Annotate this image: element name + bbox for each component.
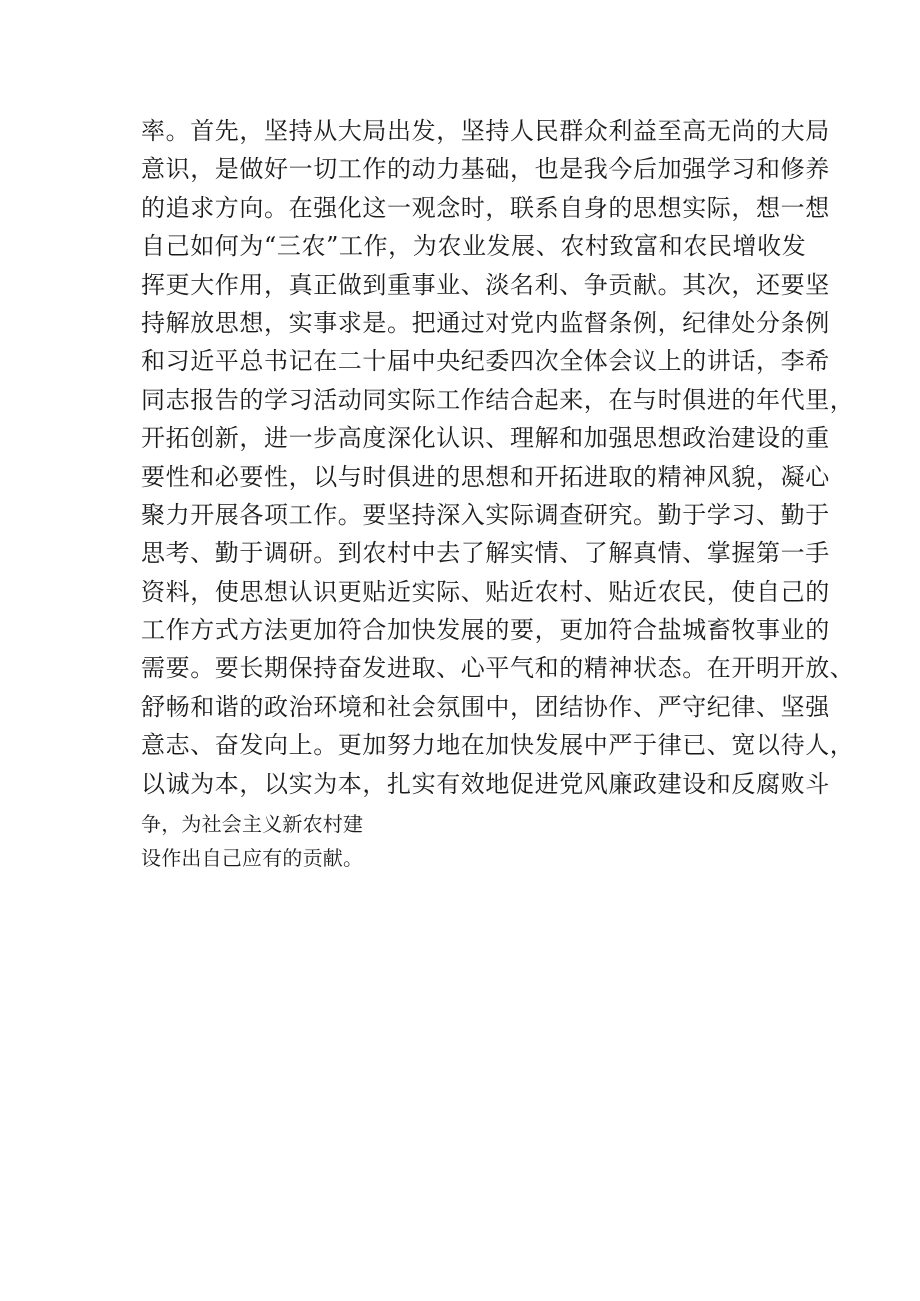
text-line-tail: 设作出自己应有的贡献。: [141, 846, 364, 871]
text-line: 以诚为本，以实为本，扎实有效地促进党风廉政建设和反腐败斗: [141, 769, 830, 798]
text-line: 思考、勤于调研。到农村中去了解实情、了解真情、掌握第一手: [141, 539, 830, 568]
text-line: 持解放思想，实事求是。把通过对党内监督条例，纪律处分条例: [141, 308, 830, 337]
text-line: 工作方式方法更加符合加快发展的要，更加符合盐城畜牧事业的: [141, 616, 830, 645]
text-line-tail: 争，为社会主义新农村建: [141, 812, 364, 837]
text-line: 自己如何为“三农”工作，为农业发展、农村致富和农民增收发: [141, 232, 807, 261]
text-line: 开拓创新，进一步高度深化认识、理解和加强思想政治建设的重: [141, 424, 830, 453]
text-line: 率。首先，坚持从大局出发，坚持人民群众利益至高无尚的大局: [141, 117, 830, 145]
text-line: 要性和必要性，以与时俱进的思想和开拓进取的精神风貌，凝心: [141, 462, 830, 491]
text-line: 舒畅和谐的政治环境和社会氛围中，团结协作、严守纪律、坚强: [141, 692, 830, 721]
text-line: 意志、奋发向上。更加努力地在加快发展中严于律已、宽以待人，: [141, 731, 855, 760]
text-line: 同志报告的学习活动同实际工作结合起来，在与时俱进的年代里，: [141, 385, 855, 414]
text-line: 聚力开展各项工作。要坚持深入实际调查研究。勤于学习、勤于: [141, 500, 830, 529]
text-line: 资料，使思想认识更贴近实际、贴近农村、贴近农民，使自己的: [141, 577, 830, 606]
text-line: 需要。要长期保持奋发进取、心平气和的精神状态。在开明开放、: [141, 654, 855, 683]
text-line: 挥更大作用，真正做到重事业、淡名利、争贡献。其次，还要坚: [141, 270, 830, 299]
text-line: 的追求方向。在强化这一观念时，联系自身的思想实际，想一想: [141, 193, 830, 222]
text-line: 和习近平总书记在二十届中央纪委四次全体会议上的讲话，李希: [141, 347, 830, 376]
body-paragraph: [141, 112, 855, 871]
text-line: 意识，是做好一切工作的动力基础，也是我今后加强学习和修养: [141, 155, 830, 184]
